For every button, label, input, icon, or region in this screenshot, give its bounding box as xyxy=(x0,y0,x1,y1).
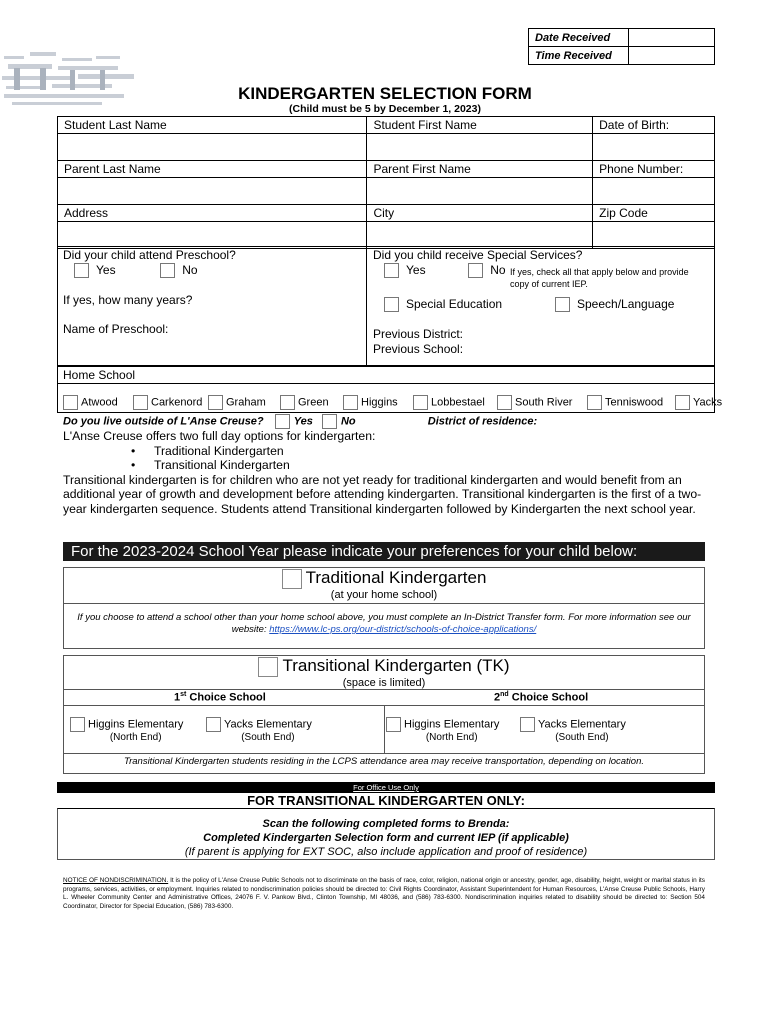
description-paragraph: Transitional kindergarten is for children who are not yet ready for traditional kindergarten and would benefit from an additional year of growth and development before attending kindergarten. Transitional kindergarten is the first of a two-year kindergarten sequence. Students attend Transitional kindergarten followed by Kindergarten the next school year. xyxy=(63,472,702,516)
outside-no-checkbox[interactable] xyxy=(322,414,337,429)
preferences-banner: For the 2023-2024 School Year please indicate your preferences for your child below: xyxy=(63,542,705,561)
address-field[interactable] xyxy=(58,222,367,249)
home-school-option-label: Green xyxy=(298,396,329,409)
speech-language-label: Speech/Language xyxy=(577,297,675,311)
home-school-option-label: Graham xyxy=(226,396,266,409)
office-line-3: (If parent is applying for EXT SOC, also include application and proof of residence) xyxy=(184,846,588,858)
services-section xyxy=(57,246,715,366)
home-school-option-lobbestael[interactable] xyxy=(413,395,485,410)
dob-label: Date of Birth: xyxy=(593,117,715,134)
student-first-name-field[interactable] xyxy=(367,134,593,161)
special-services-question: Did you child receive Special Services? xyxy=(373,248,583,262)
preschool-question: Did your child attend Preschool? xyxy=(63,248,236,262)
speech-language-checkbox[interactable] xyxy=(555,297,570,312)
outside-no-label: No xyxy=(340,415,356,428)
home-school-checkbox[interactable] xyxy=(497,395,512,410)
second-yacks-loc: (South End) xyxy=(555,732,609,743)
transitional-sub: (space is limited) xyxy=(342,677,426,689)
form-subtitle: (Child must be 5 by December 1, 2023) xyxy=(289,103,481,115)
transitional-title: Transitional Kindergarten (TK) xyxy=(282,656,510,675)
parent-last-name-label: Parent Last Name xyxy=(58,161,367,178)
transfer-note xyxy=(72,612,696,636)
phone-field[interactable] xyxy=(593,178,715,205)
special-education-checkbox[interactable] xyxy=(384,297,399,312)
home-school-option-carkenord[interactable] xyxy=(133,395,202,410)
preschool-no-label: No xyxy=(182,263,198,277)
home-school-option-label: Yacks xyxy=(693,396,723,409)
home-school-checkbox[interactable] xyxy=(675,395,690,410)
previous-district-label: Previous District: xyxy=(373,327,464,341)
special-no-label: No xyxy=(490,263,506,277)
zip-field[interactable] xyxy=(593,222,715,249)
preschool-name-label: Name of Preschool: xyxy=(63,322,169,336)
address-label: Address xyxy=(58,205,367,222)
special-services-note: If yes, check all that apply below and provide copy of current IEP. xyxy=(510,267,689,289)
city-field[interactable] xyxy=(367,222,593,249)
preschool-yes-checkbox[interactable] xyxy=(74,263,89,278)
nondiscrimination-notice xyxy=(63,877,705,911)
special-yes-checkbox[interactable] xyxy=(384,263,399,278)
home-school-option-tenniswood[interactable] xyxy=(587,395,663,410)
home-school-option-label: Higgins xyxy=(361,396,398,409)
outside-yes-checkbox[interactable] xyxy=(275,414,290,429)
home-school-option-label: Tenniswood xyxy=(605,396,664,409)
home-school-option-yacks[interactable] xyxy=(675,395,722,410)
second-higgins-checkbox[interactable] xyxy=(386,717,401,732)
special-yes-label: Yes xyxy=(406,263,426,277)
home-school-option-label: South River xyxy=(515,396,573,409)
outside-question: Do you live outside of L'Anse Creuse? xyxy=(63,415,264,428)
parent-first-name-field[interactable] xyxy=(367,178,593,205)
office-heading: FOR TRANSITIONAL KINDERGARTEN ONLY: xyxy=(247,793,525,808)
parent-first-name-label: Parent First Name xyxy=(367,161,593,178)
home-school-option-label: Atwood xyxy=(81,396,118,409)
home-school-option-atwood[interactable] xyxy=(63,395,118,410)
special-no-checkbox[interactable] xyxy=(468,263,483,278)
dob-field[interactable] xyxy=(593,134,715,161)
home-school-checkbox[interactable] xyxy=(587,395,602,410)
home-school-option-label: Carkenord xyxy=(151,396,203,409)
office-use-bar: For Office Use Only xyxy=(57,782,715,793)
traditional-title: Traditional Kindergarten xyxy=(305,568,487,587)
home-school-option-south-river[interactable] xyxy=(497,395,572,410)
school-of-choice-link[interactable]: https://www.lc-ps.org/our-district/schools-of-choice-applications/ xyxy=(269,624,537,635)
home-school-section xyxy=(57,366,723,413)
home-school-label: Home School xyxy=(63,368,136,382)
traditional-kindergarten-box xyxy=(63,567,705,649)
transfer-note-text: If you choose to attend a school other than your home school above, you must complete an In-District Transfer form. For more information see our website: xyxy=(77,612,691,635)
student-last-name-field[interactable] xyxy=(58,134,367,161)
second-higgins-loc: (North End) xyxy=(425,732,478,743)
student-first-name-label: Student First Name xyxy=(367,117,593,134)
zip-label: Zip Code xyxy=(593,205,715,222)
office-instructions-box xyxy=(57,808,715,860)
office-line-1: Scan the following completed forms to Brenda: xyxy=(262,818,510,830)
time-received-field[interactable] xyxy=(629,47,715,65)
intro-text: L'Anse Creuse offers two full day options for kindergarten: xyxy=(63,429,376,443)
home-school-option-green[interactable] xyxy=(280,395,329,410)
special-education-label: Special Education xyxy=(406,297,503,311)
date-received-field[interactable] xyxy=(629,29,715,47)
home-school-checkbox[interactable] xyxy=(133,395,148,410)
second-choice-heading: 2nd Choice School xyxy=(494,691,589,704)
phone-label: Phone Number: xyxy=(593,161,715,178)
outside-yes-label: Yes xyxy=(293,415,313,428)
first-choice-heading: 1st Choice School xyxy=(174,691,266,704)
first-higgins-label: Higgins Elementary xyxy=(88,718,184,731)
office-line-2: Completed Kindergarten Selection form and current IEP (if applicable) xyxy=(203,832,569,844)
bullet-transitional: • Transitional Kindergarten xyxy=(131,458,711,473)
home-school-checkbox[interactable] xyxy=(280,395,295,410)
transitional-kindergarten-box xyxy=(63,655,705,774)
district-residence-label: District of residence: xyxy=(427,415,538,428)
city-label: City xyxy=(367,205,593,222)
second-yacks-checkbox[interactable] xyxy=(520,717,535,732)
home-school-checkbox[interactable] xyxy=(343,395,358,410)
student-info-table xyxy=(57,116,715,249)
time-received-label: Time Received xyxy=(529,47,629,65)
bullet-traditional: • Traditional Kindergarten xyxy=(131,444,711,459)
notice-text: It is the policy of L'Anse Creuse Public Schools not to discriminate on the basis of race, color, religion, national origin or ancestry, gender, age, disability, height, weight or marital status in its programs, services, activities, or employment. Inquiries related to nondiscrimination policies should be directed to: Civil Rights Coordinator, Assistant Superintendent for Human Resources, L'Anse Creuse Public Schools, Harry L. Wheeler Community Center and Administrative Offices, 24076 F. V. Pankow Blvd., Clinton Township, MI 48036, and (586) 783-6300. Nondiscrimination inquiries related to disability should be directed to: Section 504 Coordinator, Director for Special Education, (586) 783-6300. xyxy=(63,877,705,910)
first-higgins-loc: (North End) xyxy=(109,732,162,743)
home-school-option-label: Lobbestael xyxy=(431,396,485,409)
date-received-label: Date Received xyxy=(529,29,629,47)
preschool-years-label: If yes, how many years? xyxy=(63,293,193,307)
second-yacks-label: Yacks Elementary xyxy=(538,718,626,731)
outside-district-row xyxy=(63,414,537,429)
office-received-box xyxy=(528,28,715,65)
transitional-checkbox[interactable] xyxy=(258,657,278,677)
home-school-checkbox[interactable] xyxy=(413,395,428,410)
first-yacks-checkbox[interactable] xyxy=(206,717,221,732)
first-higgins-checkbox[interactable] xyxy=(70,717,85,732)
preschool-yes-label: Yes xyxy=(96,263,116,277)
preschool-no-checkbox[interactable] xyxy=(160,263,175,278)
parent-last-name-field[interactable] xyxy=(58,178,367,205)
home-school-option-higgins[interactable] xyxy=(343,395,398,410)
home-school-checkbox[interactable] xyxy=(208,395,223,410)
student-last-name-label: Student Last Name xyxy=(58,117,367,134)
traditional-sub: (at your home school) xyxy=(330,589,438,601)
second-higgins-label: Higgins Elementary xyxy=(404,718,500,731)
home-school-option-graham[interactable] xyxy=(208,395,266,410)
first-yacks-loc: (South End) xyxy=(241,732,295,743)
previous-school-label: Previous School: xyxy=(373,342,464,356)
form-title: KINDERGARTEN SELECTION FORM xyxy=(238,84,532,103)
notice-label: NOTICE OF NONDISCRIMINATION. xyxy=(63,877,169,884)
home-school-checkbox[interactable] xyxy=(63,395,78,410)
transportation-note: Transitional Kindergarten students residing in the LCPS attendance area may receive transportation, depending on location. xyxy=(123,756,644,767)
first-yacks-label: Yacks Elementary xyxy=(224,718,312,731)
program-description xyxy=(63,429,711,517)
traditional-checkbox[interactable] xyxy=(282,569,302,589)
